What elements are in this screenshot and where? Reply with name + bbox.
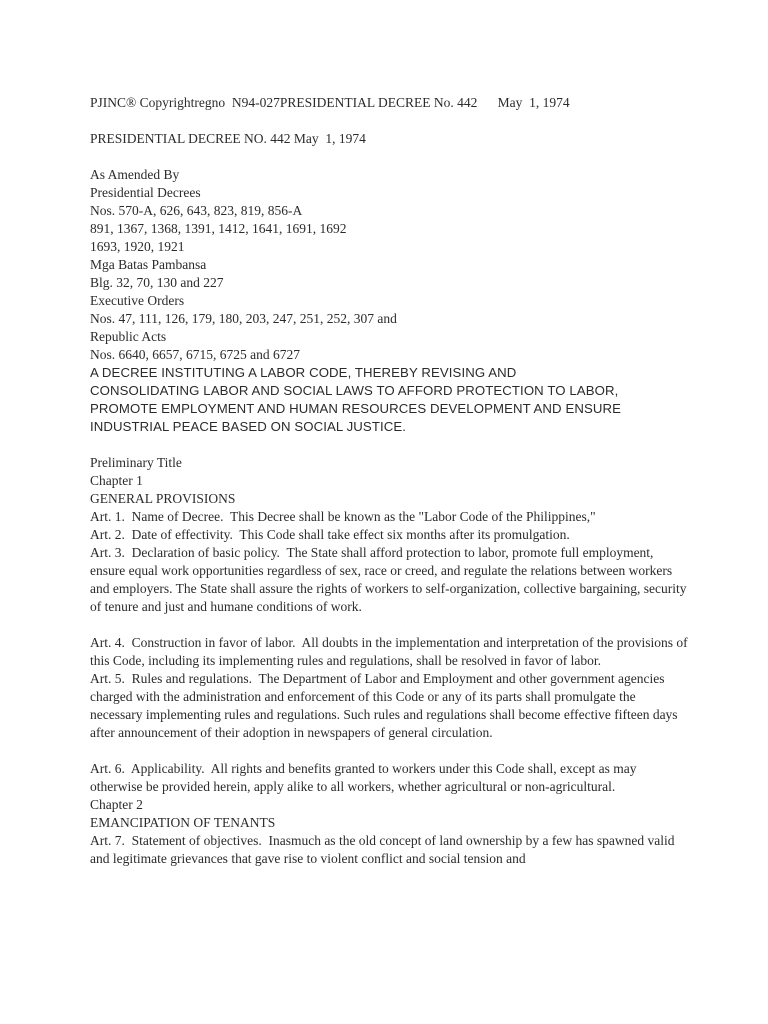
spacer [90,742,690,760]
article-7: Art. 7. Statement of objectives. Inasmuch as the old concept of land ownership by a few has spawned valid and legitimate grievances that gave rise to violent conflict and social tension and [90,833,678,866]
amended-line: 1693, 1920, 1921 [90,239,185,254]
article-3: Art. 3. Declaration of basic policy. The State shall afford protection to labor, promote full employment, ensure equal work opportunities regardless of sex, race or creed, and regulate the relations between workers and employers. The State shall assure the rights of workers to self-organization, collective bargaining, security of tenure and just and humane conditions of work. [90,545,690,614]
amended-line: Nos. 570-A, 626, 643, 823, 819, 856-A [90,203,303,218]
document-page [90,94,690,868]
spacer [90,112,690,130]
decree-caption-line: CONSOLIDATING LABOR AND SOCIAL LAWS TO AFFORD PROTECTION TO LABOR, [90,383,619,398]
decree-caption-line: A DECREE INSTITUTING A LABOR CODE, THEREBY REVISING AND [90,365,517,380]
amended-line: Mga Batas Pambansa [90,257,207,272]
amended-line: Nos. 6640, 6657, 6715, 6725 and 6727 [90,347,300,362]
chapter-label: Chapter 1 [90,473,143,488]
amended-line: Executive Orders [90,293,185,308]
preliminary-title: Preliminary Title [90,455,182,470]
article-4: Art. 4. Construction in favor of labor. All doubts in the implementation and interpretation of the provisions of this Code, including its implementing rules and regulations, shall be resolved in favor of labor. [90,635,692,668]
chapter-heading: GENERAL PROVISIONS [90,491,236,506]
amended-heading: As Amended By [90,167,180,182]
amended-line: Republic Acts [90,329,167,344]
spacer [90,616,690,634]
article-1: Art. 1. Name of Decree. This Decree shall be known as the "Labor Code of the Philippines," [90,509,596,524]
article-2: Art. 2. Date of effectivity. This Code shall take effect six months after its promulgation. [90,527,570,542]
decree-caption-line: INDUSTRIAL PEACE BASED ON SOCIAL JUSTICE. [90,419,407,434]
chapter-heading: EMANCIPATION OF TENANTS [90,815,276,830]
amended-line: 891, 1367, 1368, 1391, 1412, 1641, 1691, 1692 [90,221,347,236]
header-line: PJINC® Copyrightregno N94-027PRESIDENTIAL DECREE No. 442 May 1, 1974 [90,95,570,110]
spacer [90,148,690,166]
spacer [90,436,690,454]
article-6: Art. 6. Applicability. All rights and benefits granted to workers under this Code shall, except as may otherwise be provided herein, apply alike to all workers, whether agricultural or non-agricultural. [90,761,640,794]
chapter-label: Chapter 2 [90,797,143,812]
amended-line: Nos. 47, 111, 126, 179, 180, 203, 247, 251, 252, 307 and [90,311,397,326]
article-5: Art. 5. Rules and regulations. The Department of Labor and Employment and other government agencies charged with the administration and enforcement of this Code or any of its parts shall promulgate the necessary implementing rules and regulations. Such rules and regulations shall become effective fifteen days after announcement of their adoption in newspapers of general circulation. [90,671,681,740]
amended-line: Presidential Decrees [90,185,201,200]
decree-caption-line: PROMOTE EMPLOYMENT AND HUMAN RESOURCES DEVELOPMENT AND ENSURE [90,401,622,416]
decree-title: PRESIDENTIAL DECREE NO. 442 May 1, 1974 [90,131,366,146]
amended-line: Blg. 32, 70, 130 and 227 [90,275,224,290]
